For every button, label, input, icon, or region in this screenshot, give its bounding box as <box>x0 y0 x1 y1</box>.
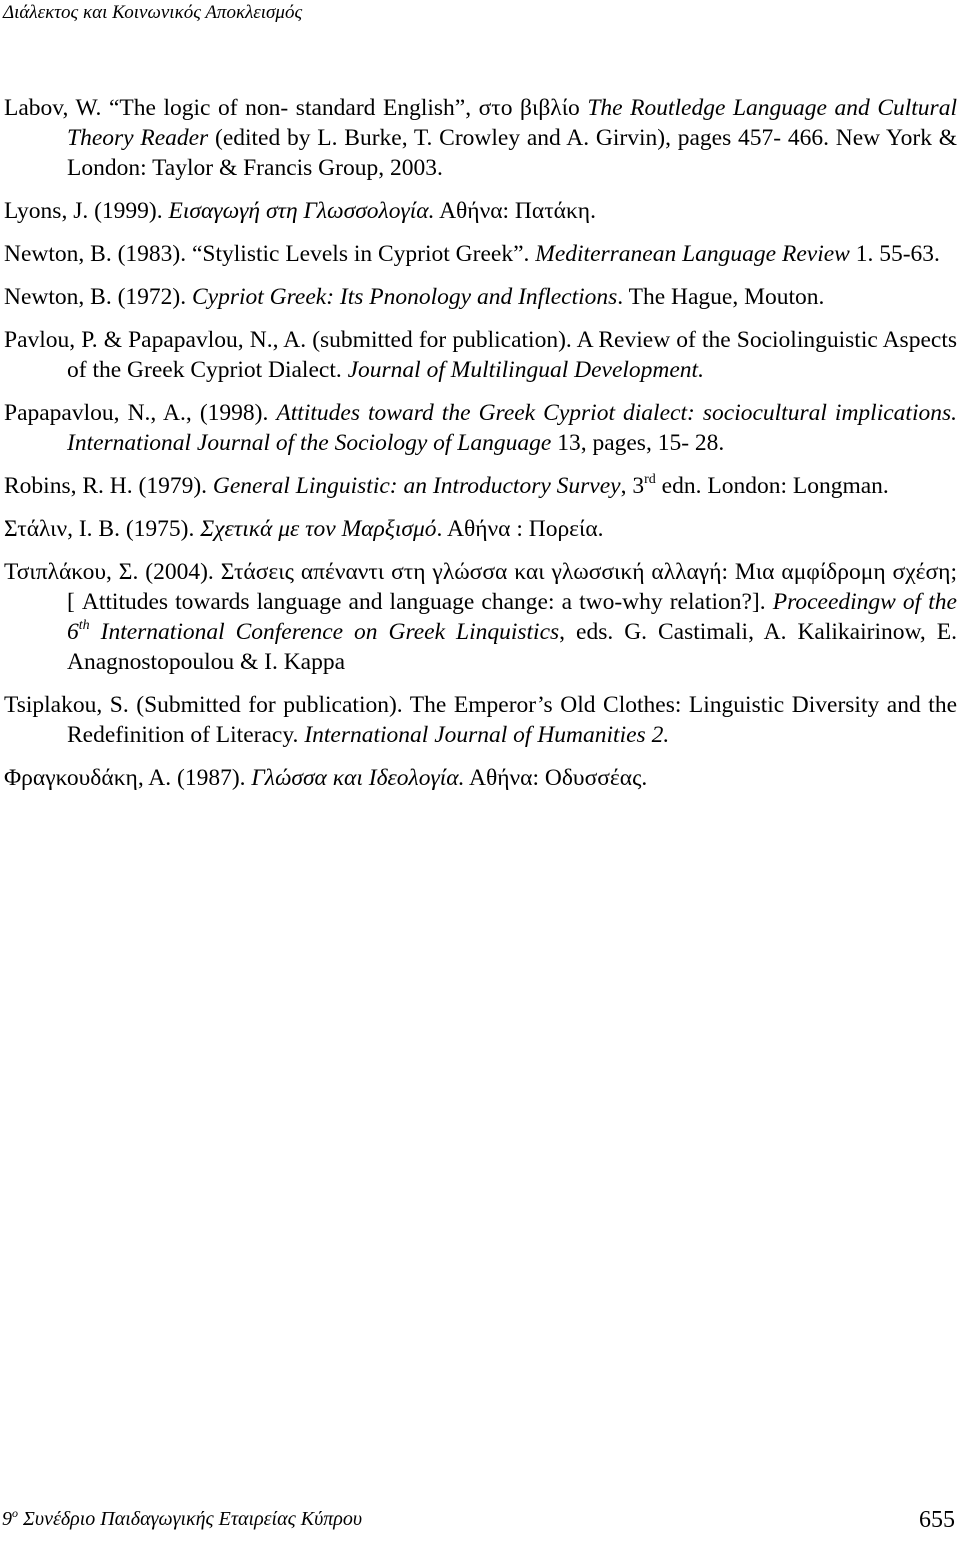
reference-entry <box>2 398 957 458</box>
reference-text: , 3 <box>620 473 645 499</box>
reference-italic-text: Εισαγωγή στη Γλωσσολογία. <box>168 198 435 224</box>
reference-italic-text: International Conference on Greek Linquistics <box>89 619 560 645</box>
footer-conference-name: Συνέδριο Παιδαγωγικής Εταιρείας Κύπρου <box>18 1508 363 1530</box>
reference-entry <box>2 239 957 269</box>
reference-entry <box>2 763 957 793</box>
reference-entry <box>2 282 957 312</box>
reference-italic-text: Attitudes toward the Greek Cypriot dialect: sociocultural implications. International Journal of the Sociology of Language <box>67 400 958 456</box>
reference-text: . The Hague, Mouton. <box>617 284 825 310</box>
reference-entry <box>2 471 957 501</box>
reference-list <box>0 93 957 806</box>
reference-text: Τσιπλάκου, Σ. (2004). Στάσεις απέναντι στη γλώσσα και γλωσσική αλλαγή: Μια αμφίδρομη σχέση; [ Attitudes towards language and language change: a two-why relation?]. <box>4 559 957 615</box>
reference-entry <box>2 325 957 385</box>
reference-entry <box>2 93 957 183</box>
reference-italic-text: th <box>78 618 90 633</box>
reference-italic-text: Cypriot Greek: Its Pnonology and Inflections <box>191 284 618 310</box>
reference-text: Newton, B. (1983). “Stylistic Levels in Cypriot Greek”. <box>4 241 536 267</box>
reference-italic-text: Proceedingw of the 6 <box>67 589 957 645</box>
reference-entry <box>2 514 957 544</box>
reference-text: Papapavlou, N., A., (1998). <box>4 400 277 426</box>
reference-text: 13, pages, 15- 28. <box>551 430 725 456</box>
reference-italic-text: International Journal of Humanities 2. <box>304 722 670 748</box>
reference-text: rd <box>644 472 656 487</box>
reference-text: , eds. G. Castimali, A. Kalikairinow, E. Anagnostopoulou & I. Kappa <box>67 619 957 675</box>
reference-italic-text: General Linguistic: an Introductory Survey <box>212 473 621 499</box>
reference-text: Pavlou, P. & Papapavlou, N., A. (submitted for publication). A Review of the Sociolinguistic Aspects of the Greek Cypriot Dialect. <box>4 327 957 383</box>
reference-text: Tsiplakou, S. (Submitted for publication). The Emperor’s Old Clothes: Linguistic Diversity and the Redefinition of Literacy. <box>4 692 957 748</box>
footer-ordinal: 9 <box>2 1508 12 1530</box>
running-footer <box>2 1508 362 1531</box>
reference-entry <box>2 557 957 677</box>
reference-entry <box>2 690 957 750</box>
reference-text: Labov, W. “The logic of non- standard English”, στο βιβλίο <box>4 95 588 121</box>
reference-italic-text: Journal of Multilingual Development. <box>347 357 704 383</box>
footer-ordinal-superscript: ο <box>12 1506 18 1520</box>
reference-text: 1. 55-63. <box>849 241 940 267</box>
reference-text: Robins, R. H. (1979). <box>4 473 213 499</box>
reference-text: Στάλιν, Ι. Β. (1975). <box>4 516 201 542</box>
reference-italic-text: Σχετικά με τον Μαρξισμό <box>200 516 437 542</box>
reference-text: Αθήνα: Οδυσσέας. <box>464 765 648 791</box>
reference-italic-text: The Routledge Language and Cultural Theory Reader <box>67 95 957 151</box>
reference-text: Φραγκουδάκη, Α. (1987). <box>4 765 252 791</box>
running-header: Διάλεκτος και Κοινωνικός Αποκλεισμός <box>3 2 303 23</box>
reference-italic-text: Γλώσσα και Ιδεολογία. <box>251 765 465 791</box>
reference-italic-text: Mediterranean Language Review <box>535 241 850 267</box>
reference-text: Newton, B. (1972). <box>4 284 192 310</box>
reference-entry <box>2 196 957 226</box>
reference-text: Lyons, J. (1999). <box>4 198 169 224</box>
reference-text: edn. London: Longman. <box>655 473 889 499</box>
reference-text: . Αθήνα : Πορεία. <box>436 516 604 542</box>
reference-text: Αθήνα: Πατάκη. <box>434 198 596 224</box>
reference-text: (edited by L. Burke, T. Crowley and A. Girvin), pages 457- 466. New York & London: Taylor & Francis Group, 2003. <box>67 125 957 181</box>
page-number: 655 <box>919 1507 955 1533</box>
